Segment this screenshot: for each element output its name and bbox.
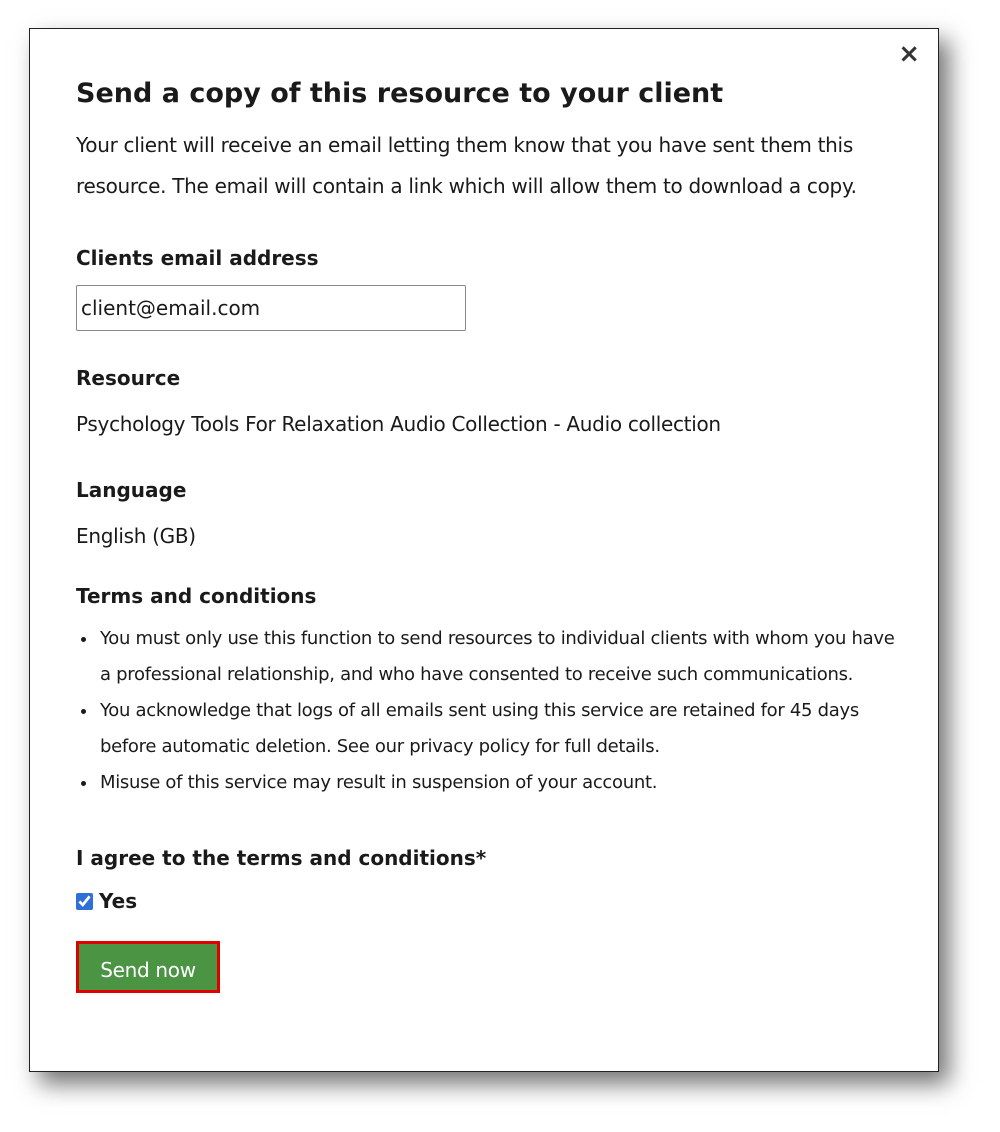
close-icon[interactable]: × xyxy=(898,39,920,69)
terms-item: • You acknowledge that logs of all emails sent using this service are retained for 45 days before automatic deletion. See our privacy policy for full details. xyxy=(98,693,906,765)
email-label: Clients email address xyxy=(76,246,319,270)
resource-value: Psychology Tools For Relaxation Audio Collection - Audio collection xyxy=(76,412,721,436)
modal-title: Send a copy of this resource to your client xyxy=(76,78,724,109)
terms-item: • You must only use this function to send resources to individual clients with whom you have a professional relationship, and who have consented to receive such communications. xyxy=(98,621,906,693)
resource-label: Resource xyxy=(76,366,181,390)
terms-label: Terms and conditions xyxy=(76,584,317,608)
terms-list xyxy=(76,621,906,801)
agree-checkbox[interactable] xyxy=(76,893,93,910)
modal-content xyxy=(76,77,906,993)
language-value: English (GB) xyxy=(76,524,196,548)
agree-option-label[interactable]: Yes xyxy=(99,889,138,913)
language-label: Language xyxy=(76,478,187,502)
send-resource-modal xyxy=(29,28,939,1072)
email-field[interactable] xyxy=(76,285,466,331)
terms-item: • Misuse of this service may result in suspension of your account. xyxy=(98,765,906,801)
agree-label: I agree to the terms and conditions* xyxy=(76,846,487,870)
agree-row xyxy=(76,889,906,913)
send-now-button[interactable]: Send now xyxy=(76,941,220,993)
modal-intro: Your client will receive an email letting them know that you have sent them this resource. The email will contain a link which will allow them to download a copy. xyxy=(76,133,857,198)
